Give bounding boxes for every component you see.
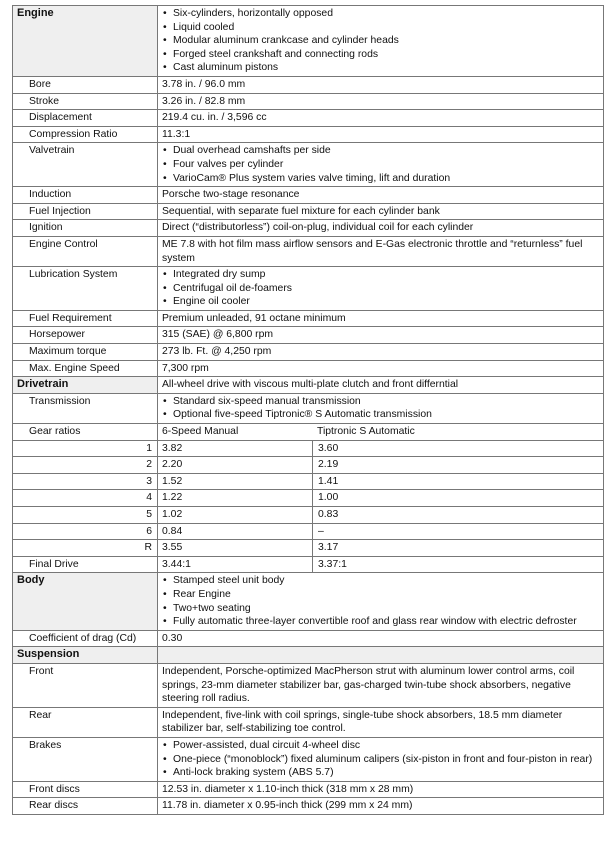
body-features [158,573,604,630]
list-item: • Fully automatic three-layer convertible roof and glass rear window with electric defroster [162,615,599,629]
gear-manual-value: 1.02 [162,509,183,520]
table-row [13,781,604,798]
list-item: • Engine oil cooler [162,295,599,309]
gear-row [13,473,604,490]
row-value: 12.53 in. diameter x 1.10-inch thick (318 mm x 28 mm) [158,781,604,798]
list-item: • Two+two seating [162,602,599,616]
table-row [13,187,604,204]
list-item: • Centrifugal oil de-foamers [162,282,599,296]
table-row [13,93,604,110]
gear-values [158,490,604,507]
section-title-engine: Engine [13,6,158,77]
gear-values [158,540,604,557]
gear-row [13,540,604,557]
gear-number: 5 [13,507,158,524]
section-blank [158,647,604,664]
row-label: Transmission [13,393,158,423]
table-row [13,393,604,423]
row-label: Rear [13,707,158,737]
row-value: Porsche two-stage resonance [158,187,604,204]
list-item: • Optional five-speed Tiptronic® S Automatic transmission [162,408,599,422]
row-value: ME 7.8 with hot film mass airflow sensors and E-Gas electronic throttle and “returnless” fuel system [158,236,604,266]
section-title-body: Body [13,573,158,630]
row-value: Independent, Porsche-optimized MacPherson strut with aluminum lower control arms, coil springs, 23-mm diameter stabilizer bar, gas-charged twin-tube shock absorbers, negative steering roll radius. [158,663,604,707]
section-row-drivetrain [13,377,604,394]
gear-auto-value: 0.83 [312,506,599,524]
table-row [13,344,604,361]
row-value: Direct (“distributorless”) coil-on-plug, individual coil for each cylinder [158,220,604,237]
row-label: Engine Control [13,236,158,266]
row-label: Fuel Requirement [13,310,158,327]
engine-features [158,6,604,77]
gear-number: 1 [13,440,158,457]
table-row [13,220,604,237]
row-value: 3.78 in. / 96.0 mm [158,76,604,93]
row-label: Fuel Injection [13,203,158,220]
row-label: Induction [13,187,158,204]
gear-ratios-header-row [13,424,604,441]
list-item: • Forged steel crankshaft and connecting rods [162,48,599,62]
gear-number: 2 [13,457,158,474]
row-value: Premium unleaded, 91 octane minimum [158,310,604,327]
row-label: Front [13,663,158,707]
gear-col-auto-header: Tiptronic S Automatic [317,426,415,438]
row-value: Independent, five-link with coil springs, single-tube shock absorbers, 18.5 mm diameter stabilizer bar, self-stabilizing toe control. [158,707,604,737]
row-label: Compression Ratio [13,126,158,143]
section-row-engine [13,6,604,77]
row-value: 11.78 in. diameter x 0.95-inch thick (299 mm x 24 mm) [158,798,604,815]
gear-manual-value: 1.52 [162,475,183,487]
gear-manual-value: 0.84 [162,525,183,537]
gear-manual-value: 3.82 [162,442,183,454]
row-value: 273 lb. Ft. @ 4,250 rpm [158,344,604,361]
row-label: Final Drive [13,556,158,573]
gear-row [13,440,604,457]
gear-row [13,490,604,507]
row-value [158,267,604,311]
table-row [13,798,604,815]
drivetrain-summary: All-wheel drive with viscous multi-plate clutch and front differntial [158,377,604,394]
list-item: • Four valves per cylinder [162,158,599,172]
list-item: • Rear Engine [162,588,599,602]
final-drive-auto: 3.37:1 [312,556,599,574]
row-label: Rear discs [13,798,158,815]
gear-values [158,457,604,474]
row-label: Gear ratios [13,424,158,441]
list-item: • Modular aluminum crankcase and cylinder heads [162,34,599,48]
gear-auto-value: 1.41 [312,473,599,491]
list-item: • VarioCam® Plus system varies valve timing, lift and duration [162,172,599,186]
gear-manual-value: 3.55 [162,542,183,554]
gear-values [158,507,604,524]
row-label: Horsepower [13,327,158,344]
row-label: Max. Engine Speed [13,360,158,377]
list-item: • Anti-lock braking system (ABS 5.7) [162,766,599,780]
gear-number: R [13,540,158,557]
list-item: • Standard six-speed manual transmission [162,395,599,409]
row-label: Bore [13,76,158,93]
gear-auto-value: 2.19 [312,456,599,474]
final-drive-manual: 3.44:1 [162,558,191,570]
gear-auto-value: 3.17 [312,539,599,557]
table-row [13,110,604,127]
row-value: 7,300 rpm [158,360,604,377]
row-value: 219.4 cu. in. / 3,596 cc [158,110,604,127]
table-row [13,327,604,344]
table-row [13,126,604,143]
row-label: Displacement [13,110,158,127]
gear-number: 6 [13,523,158,540]
row-label: Valvetrain [13,143,158,187]
list-item: • Cast aluminum pistons [162,61,599,75]
final-drive-row [13,556,604,573]
row-label: Front discs [13,781,158,798]
gear-values [158,440,604,457]
table-row [13,630,604,647]
row-label: Coefficient of drag (Cd) [13,630,158,647]
gear-manual-value: 2.20 [162,459,183,471]
list-item: • Stamped steel unit body [162,574,599,588]
table-row [13,143,604,187]
row-value [158,393,604,423]
section-row-body [13,573,604,630]
section-title-suspension: Suspension [13,647,158,664]
row-value: 3.26 in. / 82.8 mm [158,93,604,110]
gear-values [158,473,604,490]
row-label: Brakes [13,737,158,781]
section-row-suspension [13,647,604,664]
table-row [13,360,604,377]
gear-row [13,457,604,474]
gear-auto-value: 1.00 [312,489,599,507]
specifications-table [12,5,604,815]
row-value [158,143,604,187]
gear-col-manual-header: 6-Speed Manual [162,426,239,438]
gear-auto-value: 3.60 [312,440,599,458]
gear-number: 4 [13,490,158,507]
gear-auto-value: – [312,523,599,541]
gear-row [13,523,604,540]
row-value [158,737,604,781]
gear-ratios-header [158,424,604,441]
gear-values [158,523,604,540]
list-item: • Power-assisted, dual circuit 4-wheel disc [162,739,599,753]
final-drive-values [158,556,604,573]
table-row [13,310,604,327]
row-value: 315 (SAE) @ 6,800 rpm [158,327,604,344]
list-item: • Dual overhead camshafts per side [162,144,599,158]
gear-manual-value: 1.22 [162,492,183,504]
table-row [13,707,604,737]
table-row [13,236,604,266]
row-label: Stroke [13,93,158,110]
row-label: Maximum torque [13,344,158,361]
table-row [13,203,604,220]
row-label: Ignition [13,220,158,237]
list-item: • Integrated dry sump [162,268,599,282]
list-item: • One-piece (“monoblock”) fixed aluminum calipers (six-piston in front and four-piston in rear) [162,753,599,767]
list-item: • Six-cylinders, horizontally opposed [162,7,599,21]
row-value: 0.30 [158,630,604,647]
gear-number: 3 [13,473,158,490]
table-row [13,663,604,707]
table-row [13,76,604,93]
section-title-drivetrain: Drivetrain [13,377,158,394]
table-row [13,737,604,781]
row-value: 11.3:1 [158,126,604,143]
row-label: Lubrication System [13,267,158,311]
gear-row [13,507,604,524]
table-row [13,267,604,311]
row-value: Sequential, with separate fuel mixture for each cylinder bank [158,203,604,220]
list-item: • Liquid cooled [162,21,599,35]
